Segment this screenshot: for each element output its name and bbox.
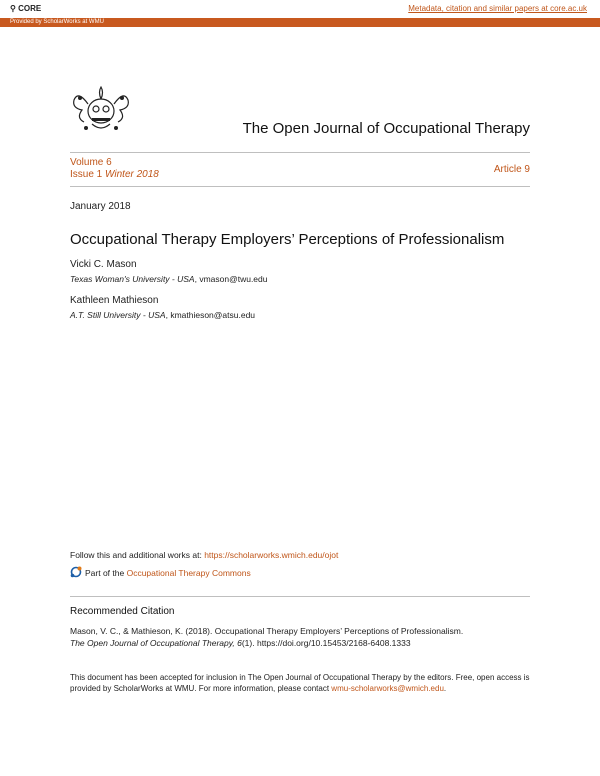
provider-bar: [0, 18, 600, 27]
issue-season[interactable]: Winter 2018: [105, 169, 159, 180]
commons-network-icon: [70, 566, 82, 578]
part-of-text: Part of the: [85, 568, 127, 578]
core-metadata-link[interactable]: Metadata, citation and similar papers at core.ac.uk: [408, 4, 587, 13]
follow-text: Follow this and additional works at:: [70, 550, 205, 560]
paper-title: Occupational Therapy Employers’ Perceptions of Professionalism: [70, 231, 505, 248]
citation-doi[interactable]: https://doi.org/10.15453/2168-6408.1333: [256, 638, 411, 648]
volume-label[interactable]: Volume 6: [70, 157, 112, 168]
issue-label[interactable]: Issue 1: [70, 169, 103, 180]
author-name: Vicki C. Mason: [70, 259, 137, 270]
contact-email-link[interactable]: wmu-scholarworks@wmich.edu: [331, 684, 444, 693]
author-name: Kathleen Mathieson: [70, 295, 159, 306]
core-logo[interactable]: ⚲ CORE: [10, 4, 42, 13]
article-number[interactable]: Article 9: [493, 164, 530, 175]
volume-issue[interactable]: [70, 157, 159, 181]
author-email[interactable]: vmason@twu.edu: [199, 274, 268, 284]
divider-citation: [70, 596, 530, 597]
access-notice: [70, 672, 540, 694]
notice-text: This document has been accepted for inclusion in The Open Journal of Occupational Therapy by the editors. Free, open access is provided by ScholarWorks at WMU. For more information, please contact: [70, 673, 530, 693]
author-email[interactable]: kmathieson@atsu.edu: [170, 310, 256, 320]
notice-end: .: [443, 684, 447, 693]
issue-line[interactable]: [70, 169, 159, 181]
core-header: [0, 0, 600, 18]
journal-logo-icon: [70, 84, 132, 136]
affiliation-text: Texas Woman's University - USA: [70, 274, 195, 284]
commons-link[interactable]: Occupational Therapy Commons: [126, 568, 251, 578]
citation-line: [70, 637, 540, 649]
follow-link[interactable]: https://scholarworks.wmich.edu/ojot: [204, 550, 339, 560]
citation-line: Mason, V. C., & Mathieson, K. (2018). Occupational Therapy Employers’ Perceptions of Professionalism.: [70, 626, 464, 636]
citation-text: [70, 625, 540, 649]
part-of-line: [70, 566, 251, 578]
citation-heading: Recommended Citation: [70, 606, 175, 617]
citation-journal: The Open Journal of Occupational Therapy, 6: [70, 638, 242, 648]
author-affiliation: Texas Woman's University - USA, vmason@twu.edu: [70, 274, 268, 284]
citation-issue: (1).: [241, 638, 257, 648]
author-affiliation: A.T. Still University - USA, kmathieson@atsu.edu: [70, 310, 256, 320]
journal-title[interactable]: The Open Journal of Occupational Therapy: [242, 120, 530, 137]
publication-date: January 2018: [70, 201, 131, 212]
follow-line: [70, 550, 338, 560]
divider-top: [70, 152, 530, 153]
divider-bottom: [70, 186, 530, 187]
affiliation-text: A.T. Still University - USA: [70, 310, 166, 320]
core-icon: ⚲: [10, 4, 16, 13]
provided-by-text: Provided by ScholarWorks at WMU: [10, 19, 104, 25]
